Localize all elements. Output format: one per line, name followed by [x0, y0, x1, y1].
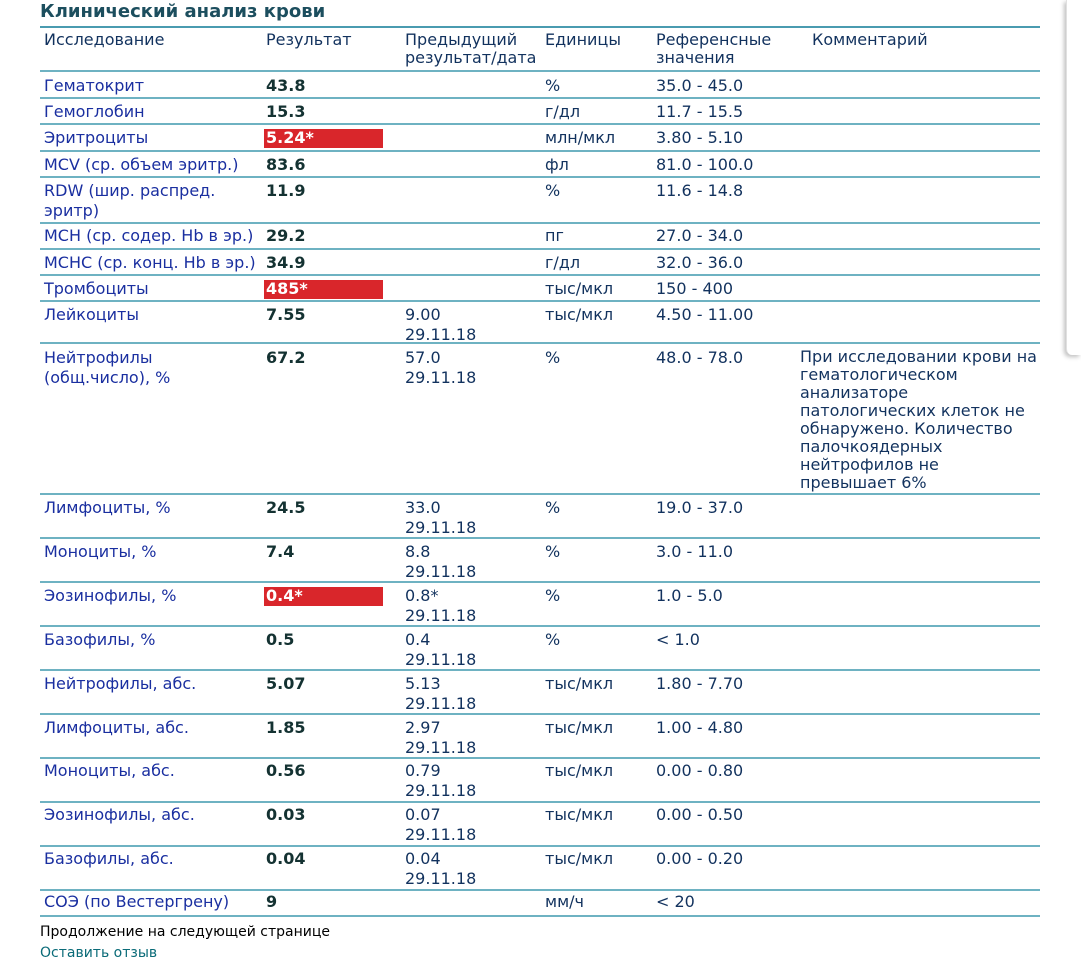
row-divider [40, 915, 1040, 917]
previous-result [405, 498, 535, 538]
test-name: Базофилы, % [44, 630, 156, 649]
previous-result [405, 586, 535, 626]
result-value: 34.9 [266, 253, 306, 272]
reference-range: 35.0 - 45.0 [656, 76, 744, 95]
row-divider [40, 123, 1040, 125]
reference-range: 0.00 - 0.20 [656, 849, 744, 868]
test-name: RDW (шир. распред. эритр) [44, 181, 216, 220]
unit: мм/ч [545, 892, 584, 911]
unit: тыс/мкл [545, 279, 614, 298]
test-name: Эритроциты [44, 128, 149, 147]
unit: % [545, 630, 561, 649]
previous-value: 0.8* [405, 586, 439, 605]
row-divider [40, 713, 1040, 715]
previous-date: 29.11.18 [405, 650, 477, 669]
reference-range: 0.00 - 0.80 [656, 761, 744, 780]
test-name: Эозинофилы, % [44, 586, 177, 605]
result-value: 0.03 [266, 805, 306, 824]
test-name: Гематокрит [44, 76, 145, 95]
result-value-abnormal: 0.4* [264, 587, 383, 606]
result-value: 83.6 [266, 155, 306, 174]
unit: фл [545, 155, 569, 174]
unit: % [545, 542, 561, 561]
previous-result [405, 718, 535, 758]
header-name: Исследование [44, 30, 165, 49]
unit: % [545, 76, 561, 95]
report-title: Клинический анализ крови [40, 1, 326, 22]
result-value-abnormal: 485* [264, 280, 383, 299]
unit: тыс/мкл [545, 674, 614, 693]
previous-value: 2.97 [405, 718, 441, 737]
row-divider [40, 537, 1040, 539]
row-divider [40, 801, 1040, 803]
previous-date: 29.11.18 [405, 694, 477, 713]
unit: тыс/мкл [545, 849, 614, 868]
header-top-rule [40, 26, 1040, 28]
row-divider [40, 342, 1040, 344]
test-name: MCH (ср. содер. Hb в эр.) [44, 226, 254, 245]
header-comment: Комментарий [812, 30, 928, 49]
header-reference-line2: значения [656, 48, 735, 67]
comment: При исследовании крови на гематологическом анализаторе патологических клеток не обнаружено. Количество палочкоядерных нейтрофилов не превышает 6% [800, 347, 1037, 492]
previous-value: 0.04 [405, 849, 441, 868]
header-reference-line1: Референсные [656, 30, 772, 49]
previous-result [405, 761, 535, 801]
test-name: Базофилы, абс. [44, 849, 174, 868]
header-previous-line2: результат/дата [405, 48, 537, 67]
row-divider [40, 845, 1040, 847]
row-divider [40, 493, 1040, 495]
previous-date: 29.11.18 [405, 325, 477, 344]
feedback-link[interactable]: Оставить отзыв [40, 945, 158, 961]
result-value: 15.3 [266, 102, 306, 121]
row-divider [40, 274, 1040, 276]
previous-date: 29.11.18 [405, 368, 477, 387]
unit: млн/мкл [545, 128, 616, 147]
unit: % [545, 498, 561, 517]
unit: тыс/мкл [545, 305, 614, 324]
previous-result [405, 348, 535, 388]
previous-date: 29.11.18 [405, 781, 477, 800]
previous-value: 57.0 [405, 348, 441, 367]
row-divider [40, 889, 1040, 891]
reference-range: 1.80 - 7.70 [656, 674, 744, 693]
previous-result [405, 542, 535, 582]
result-value: 29.2 [266, 226, 306, 245]
reference-range: 32.0 - 36.0 [656, 253, 744, 272]
previous-date: 29.11.18 [405, 518, 477, 537]
result-value: 11.9 [266, 181, 306, 200]
previous-value: 33.0 [405, 498, 441, 517]
header-unit: Единицы [545, 30, 621, 49]
test-name: Тромбоциты [44, 279, 149, 298]
reference-range: 81.0 - 100.0 [656, 155, 754, 174]
result-value: 0.56 [266, 761, 306, 780]
result-value: 9 [266, 892, 278, 911]
row-divider [40, 222, 1040, 224]
test-name: Нейтрофилы, абс. [44, 674, 197, 693]
reference-range: 11.6 - 14.8 [656, 181, 744, 200]
result-value: 7.55 [266, 305, 306, 324]
previous-result [405, 630, 535, 670]
test-name: Лимфоциты, абс. [44, 718, 189, 737]
reference-range: < 20 [656, 892, 695, 911]
previous-result [405, 674, 535, 714]
unit: г/дл [545, 253, 581, 272]
test-name: Лимфоциты, % [44, 498, 171, 517]
result-value: 43.8 [266, 76, 306, 95]
unit: тыс/мкл [545, 805, 614, 824]
unit: тыс/мкл [545, 761, 614, 780]
result-value: 1.85 [266, 718, 306, 737]
row-divider [40, 97, 1040, 99]
header-reference [656, 31, 771, 67]
reference-range: 48.0 - 78.0 [656, 348, 744, 367]
previous-result [405, 849, 535, 889]
row-divider [40, 581, 1040, 583]
previous-value: 9.00 [405, 305, 441, 324]
row-divider [40, 248, 1040, 250]
scrollbar[interactable] [1066, 0, 1081, 355]
result-value: 0.5 [266, 630, 295, 649]
test-name: MCV (ср. объем эритр.) [44, 155, 239, 174]
previous-result [405, 805, 535, 845]
test-name: Гемоглобин [44, 102, 145, 121]
row-divider [40, 757, 1040, 759]
unit: пг [545, 226, 564, 245]
previous-value: 8.8 [405, 542, 431, 561]
reference-range: 11.7 - 15.5 [656, 102, 744, 121]
test-name: Эозинофилы, абс. [44, 805, 195, 824]
unit: тыс/мкл [545, 718, 614, 737]
reference-range: 3.80 - 5.10 [656, 128, 744, 147]
result-value: 0.04 [266, 849, 306, 868]
test-name: Нейтрофилы (общ.число), % [44, 348, 171, 387]
previous-date: 29.11.18 [405, 738, 477, 757]
reference-range: 3.0 - 11.0 [656, 542, 734, 561]
reference-range: 150 - 400 [656, 279, 734, 298]
previous-value: 0.07 [405, 805, 441, 824]
previous-date: 29.11.18 [405, 825, 477, 844]
result-value: 5.07 [266, 674, 306, 693]
test-name: Лейкоциты [44, 305, 139, 324]
reference-range: < 1.0 [656, 630, 700, 649]
unit: % [545, 348, 561, 367]
test-name: Моноциты, % [44, 542, 157, 561]
reference-range: 19.0 - 37.0 [656, 498, 744, 517]
unit: % [545, 586, 561, 605]
test-name: MCHC (ср. конц. Hb в эр.) [44, 253, 256, 272]
reference-range: 4.50 - 11.00 [656, 305, 754, 324]
reference-range: 1.00 - 4.80 [656, 718, 744, 737]
previous-result [405, 305, 535, 345]
test-name: СОЭ (по Вестергрену) [44, 892, 230, 911]
reference-range: 0.00 - 0.50 [656, 805, 744, 824]
test-name: Моноциты, абс. [44, 761, 175, 780]
row-divider [40, 70, 1040, 72]
header-result: Результат [266, 30, 352, 49]
previous-value: 0.4 [405, 630, 431, 649]
previous-date: 29.11.18 [405, 869, 477, 888]
row-divider [40, 669, 1040, 671]
header-previous-line1: Предыдущий [405, 30, 518, 49]
row-divider [40, 150, 1040, 152]
result-value: 24.5 [266, 498, 306, 517]
row-divider [40, 300, 1040, 302]
row-divider [40, 625, 1040, 627]
previous-date: 29.11.18 [405, 562, 477, 581]
reference-range: 1.0 - 5.0 [656, 586, 723, 605]
previous-date: 29.11.18 [405, 606, 477, 625]
result-value: 67.2 [266, 348, 306, 367]
reference-range: 27.0 - 34.0 [656, 226, 744, 245]
result-value-abnormal: 5.24* [264, 129, 383, 148]
unit: % [545, 181, 561, 200]
unit: г/дл [545, 102, 581, 121]
result-value: 7.4 [266, 542, 295, 561]
header-previous [405, 31, 536, 67]
row-divider [40, 176, 1040, 178]
previous-value: 5.13 [405, 674, 441, 693]
continuation-note: Продолжение на следующей странице [40, 924, 330, 940]
previous-value: 0.79 [405, 761, 441, 780]
